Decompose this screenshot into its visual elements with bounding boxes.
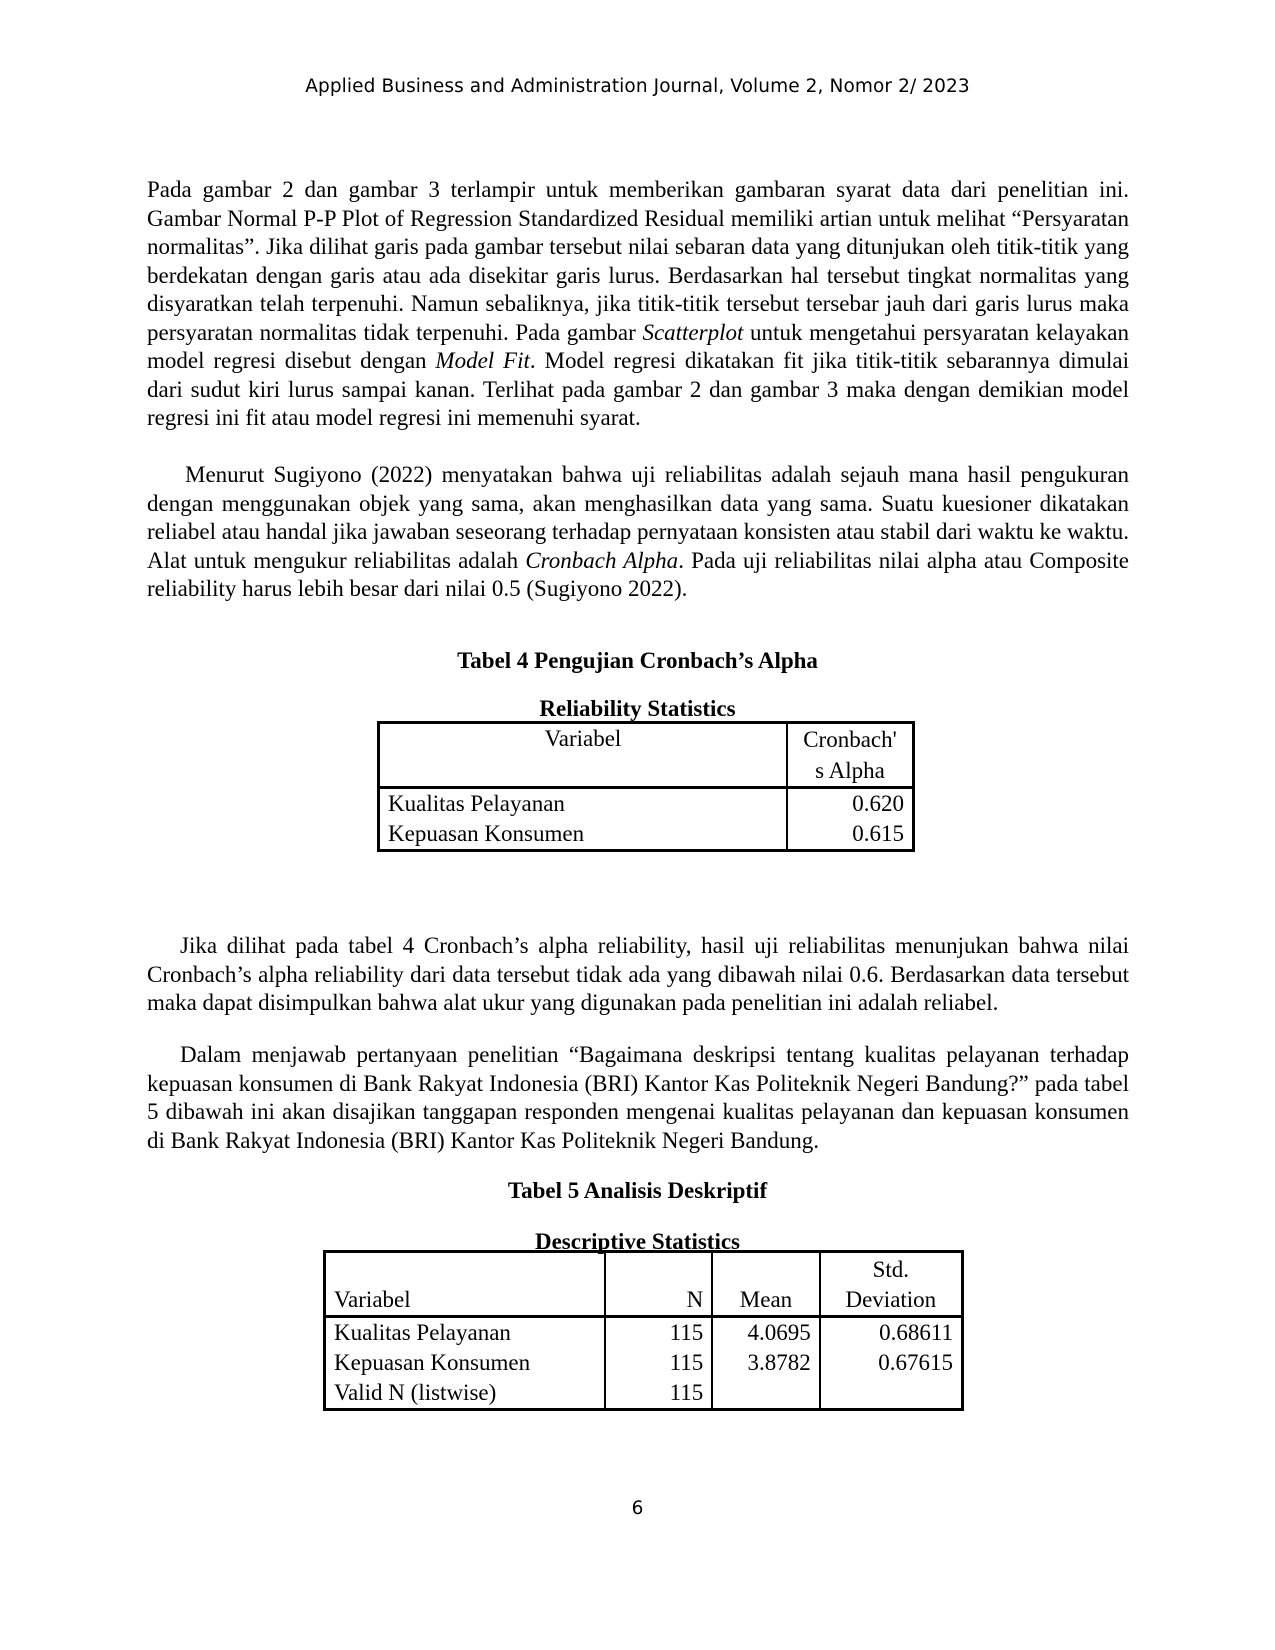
paragraph-text: . Model regresi dikatakan fit jika titik-titik sebarannya dimulai dari sudut kiri lurus sampai kanan. Terlihat pada gambar 2 dan gambar 3 maka dengan demikian model regresi ini fit atau model regresi ini memenuhi syarat. bbox=[147, 348, 1130, 430]
cell-n: 115 bbox=[605, 1378, 712, 1410]
cell-variabel: Kepuasan Konsumen bbox=[325, 1348, 606, 1378]
cell-std: 0.67615 bbox=[878, 1350, 953, 1375]
paragraph-normality bbox=[147, 176, 1129, 433]
italic-term-cronbach-alpha: Cronbach Alpha bbox=[525, 547, 679, 573]
descriptive-table bbox=[323, 1250, 964, 1411]
table-row bbox=[325, 1348, 963, 1378]
paragraph-text: . Pada uji reliabilitas nilai alpha atau Composite reliability harus lebih besar dari nilai 0.5 (Sugiyono 2022). bbox=[147, 547, 1130, 601]
page-number: 6 bbox=[631, 1498, 644, 1519]
header-std-deviation: Std. Deviation bbox=[820, 1252, 963, 1317]
cell-variabel: Kualitas Pelayanan bbox=[325, 1317, 606, 1349]
paragraph-reliability bbox=[147, 461, 1129, 604]
table-row bbox=[379, 788, 914, 820]
cell-alpha: 0.615 bbox=[852, 821, 904, 846]
italic-term-scatterplot: Scatterplot bbox=[642, 319, 744, 345]
header-variabel: Variabel bbox=[325, 1252, 606, 1317]
cell-variabel: Kepuasan Konsumen bbox=[379, 819, 788, 851]
paragraph-text: Menurut Sugiyono (2022) menyatakan bahwa uji reliabilitas adalah sejauh mana hasil pengukuran dengan menggunakan objek yang sama, akan menghasilkan data yang sama. Suatu kuesioner dikatakan reliabel atau handal jika jawaban seseorang terhadap pernyataan konsisten atau stabil dari waktu ke waktu. Alat untuk mengukur reliabilitas adalah bbox=[147, 462, 1129, 573]
cell-mean: 3.8782 bbox=[712, 1348, 819, 1378]
table4-subcaption: Reliability Statistics bbox=[539, 696, 736, 721]
table-row bbox=[379, 819, 914, 851]
header-variabel: Variabel bbox=[379, 723, 788, 788]
paragraph-text: untuk mengetahui persyaratan kelayakan model regresi disebut dengan bbox=[147, 319, 1129, 373]
cell-n: 115 bbox=[605, 1348, 712, 1378]
paragraph-text: Dalam menjawab pertanyaan penelitian “Bagaimana deskripsi tentang kualitas pelayanan terhadap kepuasan konsumen di Bank Rakyat Indonesia (BRI) Kantor Kas Politeknik Negeri Bandung?” pada tabel 5 dibawah ini akan disajikan tanggapan responden mengenai kualitas pelayanan dan kepuasan konsumen di Bank Rakyat Indonesia (BRI) Kantor Kas Politeknik Negeri Bandung. bbox=[147, 1042, 1129, 1153]
cell-std bbox=[820, 1378, 963, 1410]
table-row bbox=[325, 1378, 963, 1410]
table5-subcaption: Descriptive Statistics bbox=[534, 1229, 741, 1254]
italic-term-model-fit: Model Fit bbox=[435, 348, 530, 373]
paragraph-text: Pada gambar 2 dan gambar 3 terlampir untuk memberikan gambaran syarat data dari penelitian ini. Gambar Normal P-P Plot of Regression Standardized Residual memiliki artian untuk melihat “Persyaratan normalitas”. Jika dilihat garis pada gambar tersebut nilai sebaran data yang ditunjukan oleh titik-titik yang berdekatan dengan garis atau ada disekitar garis lurus. Berdasarkan hal tersebut tingkat normalitas yang disyaratkan telah terpenuhi. Namun sebaliknya, jika titik-titik tersebut tersebar jauh dari garis lurus maka persyaratan normalitas tidak terpenuhi. Pada gambar bbox=[147, 177, 1129, 345]
cell-std: 0.68611 bbox=[879, 1320, 953, 1345]
header-n: N bbox=[605, 1252, 712, 1317]
table-header-row bbox=[325, 1252, 963, 1317]
paragraph-reliability-result bbox=[147, 932, 1129, 1018]
running-head: Applied Business and Administration Journal, Volume 2, Nomor 2/ 2023 bbox=[305, 76, 970, 97]
header-cronbach-alpha: Cronbach' s Alpha bbox=[787, 723, 914, 788]
cell-alpha: 0.620 bbox=[852, 791, 904, 816]
table-header-row bbox=[379, 723, 914, 788]
cell-variabel: Kualitas Pelayanan bbox=[379, 788, 788, 820]
cell-mean bbox=[712, 1378, 819, 1410]
reliability-table bbox=[377, 721, 915, 852]
header-mean: Mean bbox=[712, 1252, 819, 1317]
table5-caption: Tabel 5 Analisis Deskriptif bbox=[507, 1178, 768, 1203]
cell-mean: 4.0695 bbox=[712, 1317, 819, 1349]
table4-caption: Tabel 4 Pengujian Cronbach’s Alpha bbox=[457, 648, 818, 673]
table-row bbox=[325, 1317, 963, 1349]
paragraph-descriptive-intro bbox=[147, 1041, 1129, 1155]
cell-variabel: Valid N (listwise) bbox=[325, 1378, 606, 1410]
paragraph-text: Jika dilihat pada tabel 4 Cronbach’s alpha reliability, hasil uji reliabilitas menunjukan bahwa nilai Cronbach’s alpha reliability dari data tersebut tidak ada yang dibawah nilai 0.6. Berdasarkan data tersebut maka dapat disimpulkan bahwa alat ukur yang digunakan pada penelitian ini adalah reliabel. bbox=[147, 933, 1129, 1015]
cell-n: 115 bbox=[605, 1317, 712, 1349]
